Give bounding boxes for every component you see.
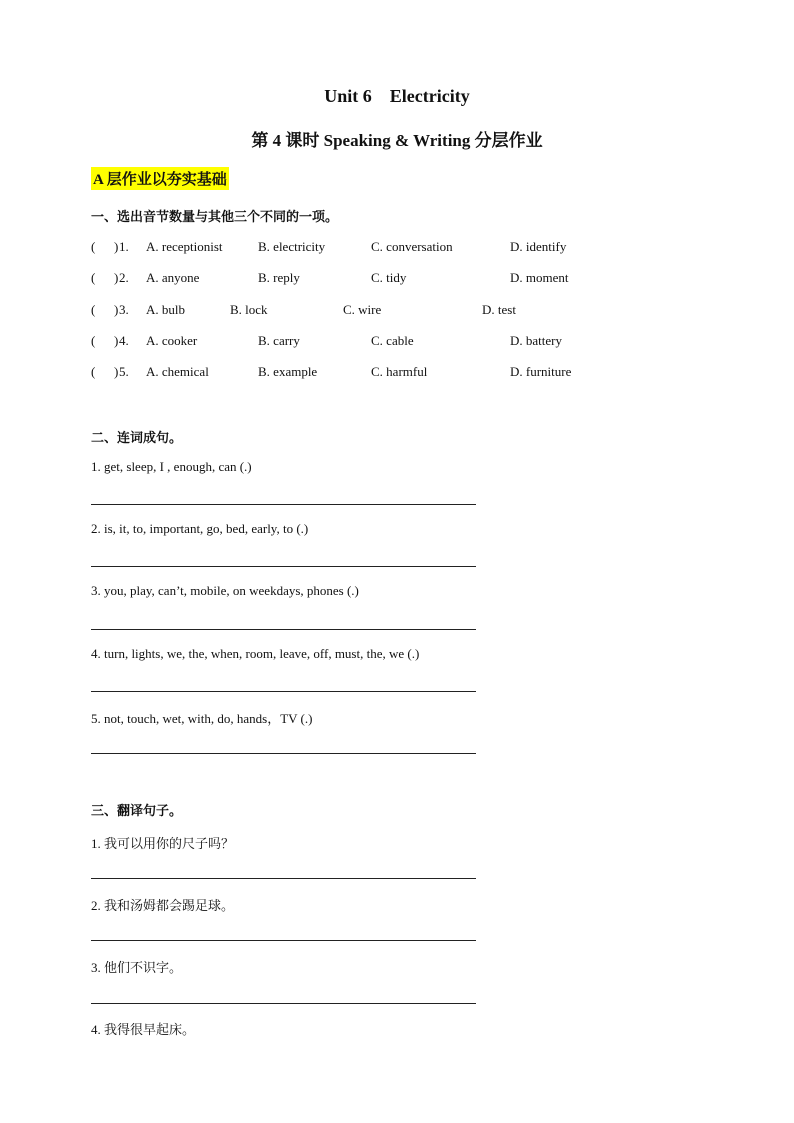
answer-line[interactable] xyxy=(91,691,476,692)
answer-paren-close: ) xyxy=(114,333,119,348)
unit-label: Unit 6 xyxy=(324,86,372,106)
answer-line[interactable] xyxy=(91,629,476,630)
option-d: D. test xyxy=(482,302,516,317)
option-c: C. cable xyxy=(371,333,414,348)
unit-topic: Electricity xyxy=(389,86,470,106)
answer-paren-close: ) xyxy=(114,364,119,379)
reorder-item-5: 5. not, touch, wet, with, do, hands，TV (.) xyxy=(91,711,313,726)
question-number: 5. xyxy=(119,364,129,379)
answer-line[interactable] xyxy=(91,878,476,879)
translate-item-4: 4. 我得很早起床。 xyxy=(91,1022,196,1037)
answer-paren-close: ) xyxy=(114,239,119,254)
question-number: 4. xyxy=(119,333,129,348)
mc-question-4 xyxy=(91,333,651,351)
answer-line[interactable] xyxy=(91,753,476,754)
option-a: A. chemical xyxy=(146,364,209,379)
question-number: 1. xyxy=(119,239,129,254)
section2-heading: 二、连词成句。 xyxy=(91,430,183,445)
option-a: A. bulb xyxy=(146,302,185,317)
option-b: B. reply xyxy=(258,270,300,285)
translate-item-2: 2. 我和汤姆都会踢足球。 xyxy=(91,898,235,913)
option-a: A. receptionist xyxy=(146,239,223,254)
level-a-highlight: A 层作业以夯实基础 xyxy=(91,167,229,190)
answer-line[interactable] xyxy=(91,566,476,567)
option-c: C. wire xyxy=(343,302,382,317)
page-subtitle: 第 4 课时 Speaking & Writing 分层作业 xyxy=(251,131,543,150)
answer-paren-open: ( xyxy=(91,302,96,317)
option-d: D. moment xyxy=(510,270,569,285)
answer-paren-close: ) xyxy=(114,270,119,285)
reorder-item-4: 4. turn, lights, we, the, when, room, leave, off, must, the, we (.) xyxy=(91,646,420,661)
option-c: C. tidy xyxy=(371,270,407,285)
answer-line[interactable] xyxy=(91,1003,476,1004)
option-d: D. battery xyxy=(510,333,562,348)
mc-question-5 xyxy=(91,364,651,382)
option-a: A. anyone xyxy=(146,270,200,285)
answer-line[interactable] xyxy=(91,504,476,505)
option-a: A. cooker xyxy=(146,333,198,348)
section1-heading: 一、选出音节数量与其他三个不同的一项。 xyxy=(91,209,339,224)
answer-paren-open: ( xyxy=(91,364,96,379)
answer-line[interactable] xyxy=(91,940,476,941)
option-d: D. identify xyxy=(510,239,567,254)
reorder-item-2: 2. is, it, to, important, go, bed, early, to (.) xyxy=(91,521,309,536)
answer-paren-open: ( xyxy=(91,333,96,348)
translate-item-3: 3. 他们不识字。 xyxy=(91,960,183,975)
option-b: B. lock xyxy=(230,302,268,317)
reorder-item-1: 1. get, sleep, I , enough, can (.) xyxy=(91,459,252,474)
option-b: B. example xyxy=(258,364,318,379)
section3-heading: 三、翻译句子。 xyxy=(91,803,183,818)
option-d: D. furniture xyxy=(510,364,572,379)
question-number: 2. xyxy=(119,270,129,285)
answer-paren-open: ( xyxy=(91,239,96,254)
mc-question-1 xyxy=(91,239,651,257)
question-number: 3. xyxy=(119,302,129,317)
translate-item-1: 1. 我可以用你的尺子吗？ xyxy=(91,836,235,851)
answer-paren-open: ( xyxy=(91,270,96,285)
answer-paren-close: ) xyxy=(114,302,119,317)
option-c: C. conversation xyxy=(371,239,453,254)
option-b: B. electricity xyxy=(258,239,326,254)
page-title xyxy=(0,86,794,107)
mc-question-2 xyxy=(91,270,651,288)
option-c: C. harmful xyxy=(371,364,428,379)
mc-question-3 xyxy=(91,302,651,320)
reorder-item-3: 3. you, play, can’t, mobile, on weekdays, phones (.) xyxy=(91,583,359,598)
option-b: B. carry xyxy=(258,333,300,348)
